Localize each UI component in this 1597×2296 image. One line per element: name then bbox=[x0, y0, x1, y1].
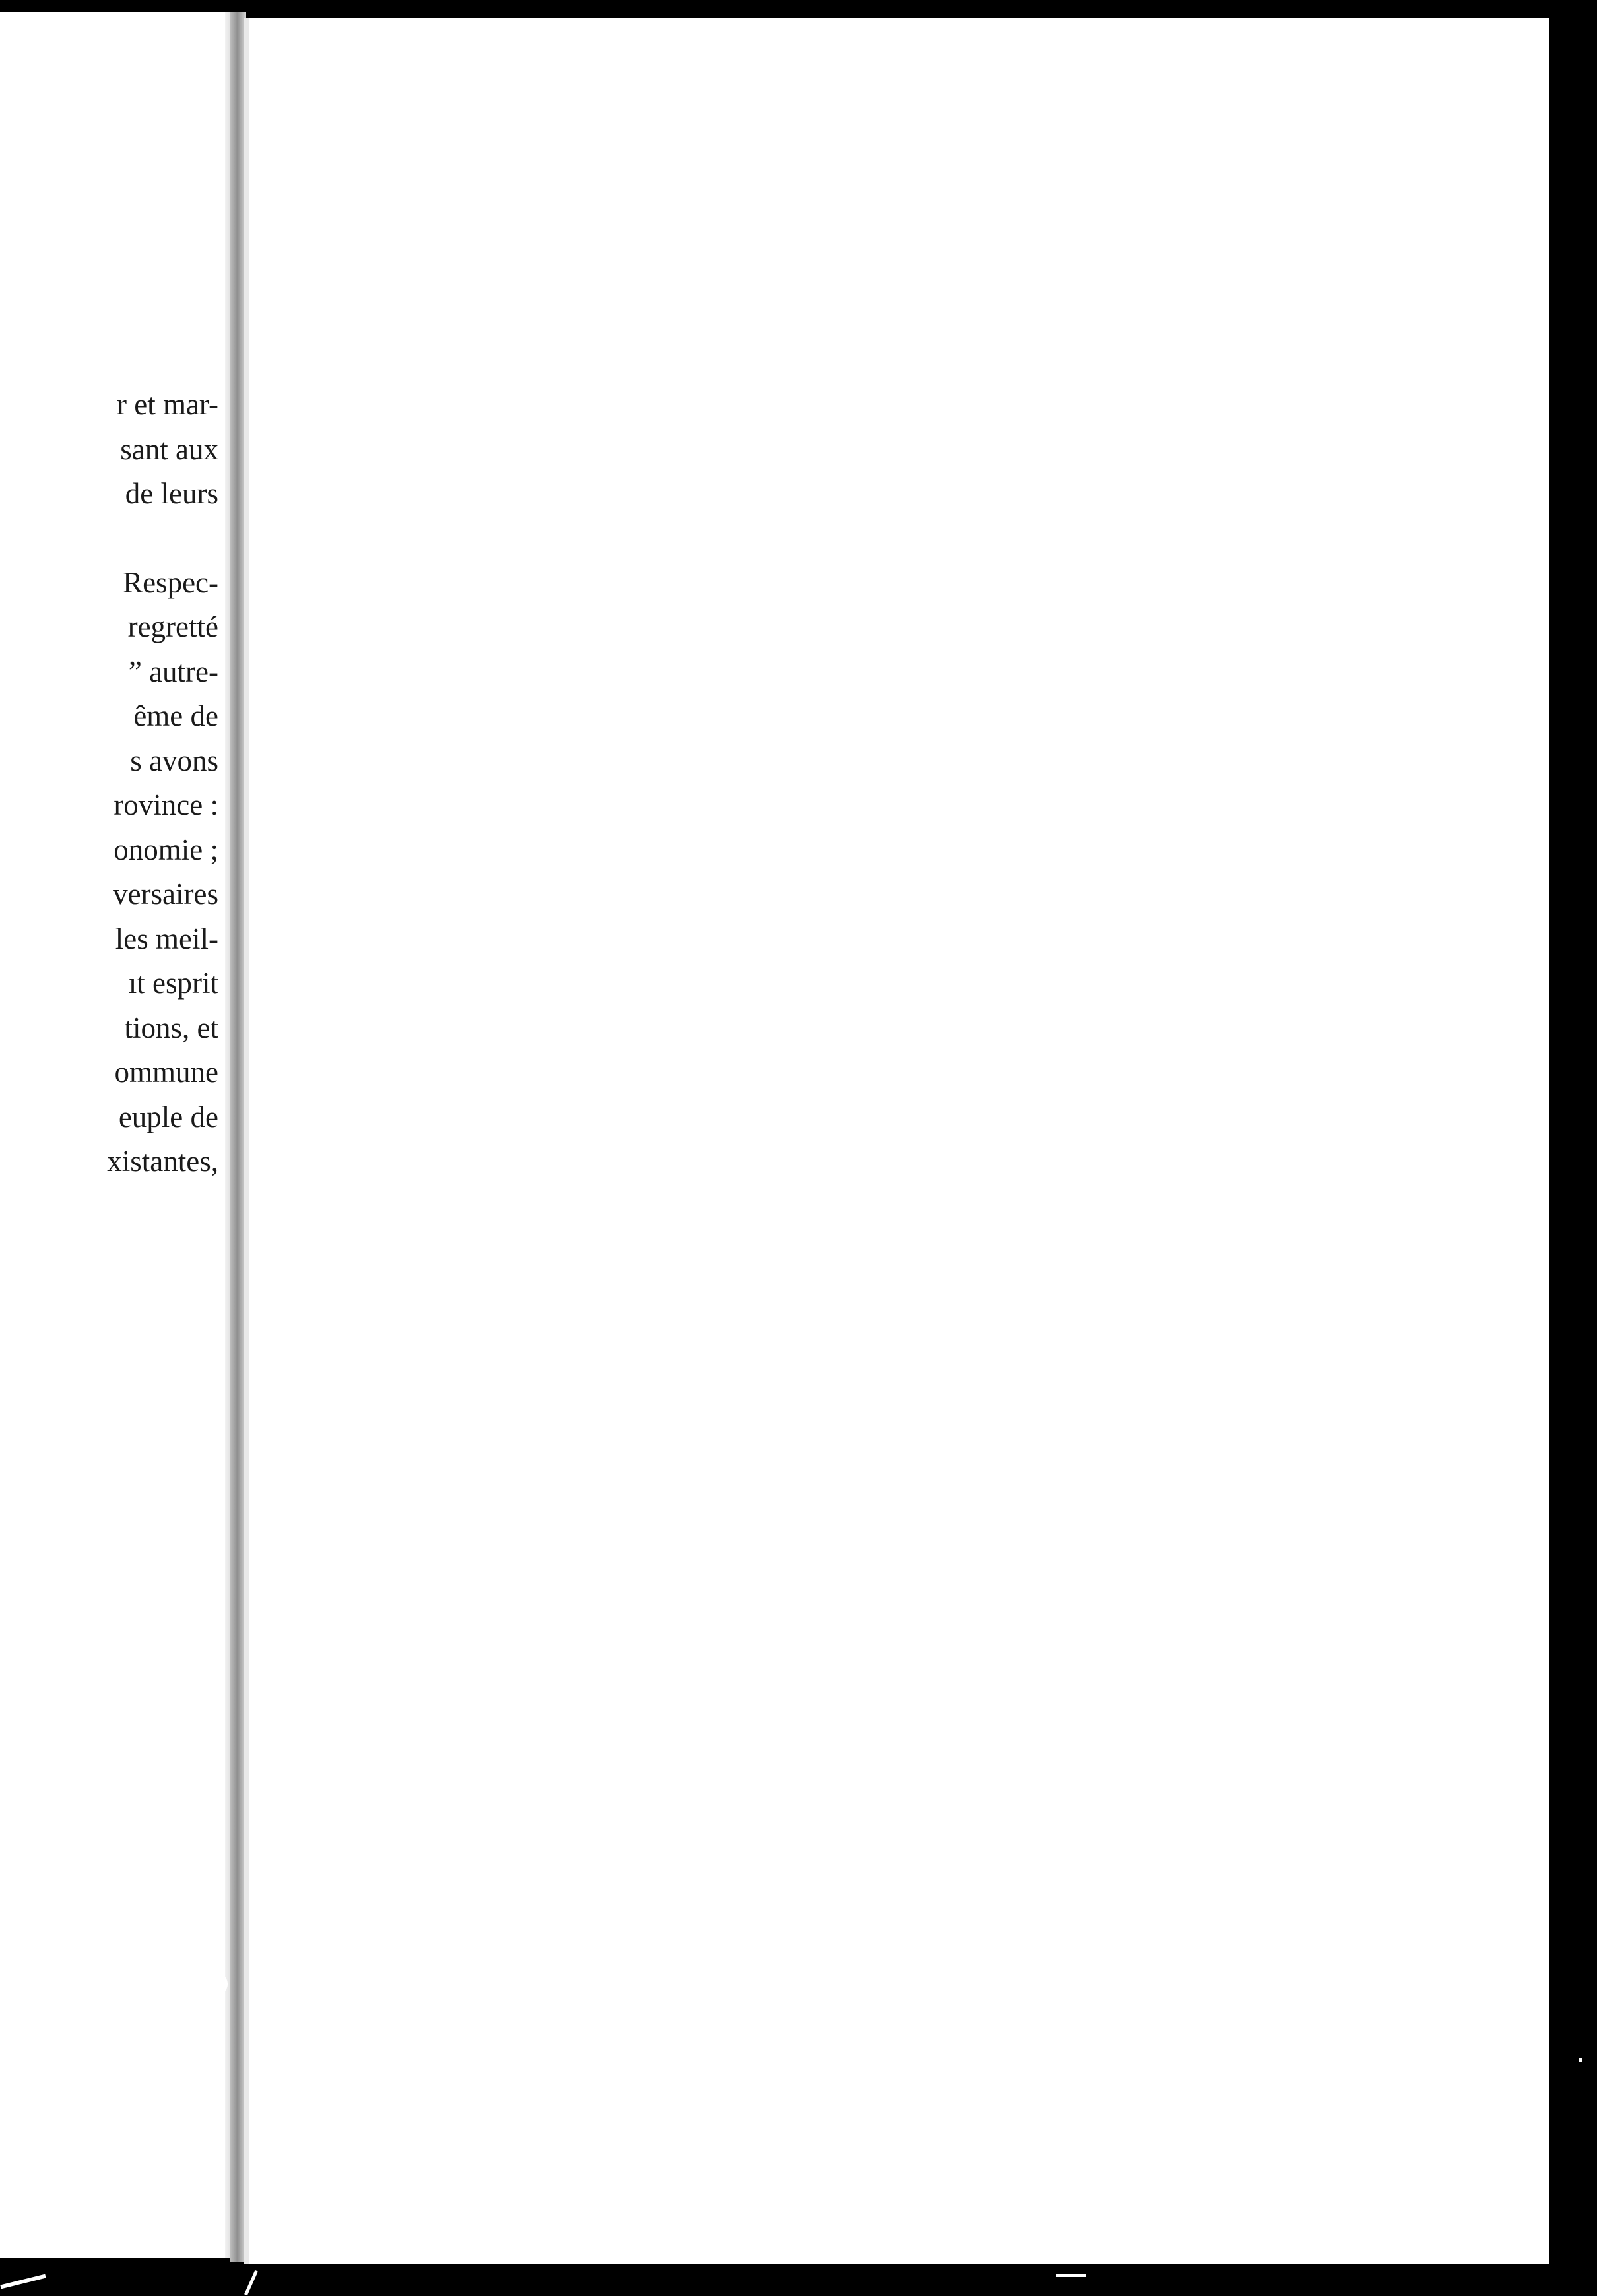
text-line: s avons bbox=[130, 744, 218, 777]
text-line: ême de bbox=[133, 699, 218, 732]
text-line: ıt esprit bbox=[128, 967, 218, 1000]
text-line: regretté bbox=[127, 610, 218, 643]
scan-artifact bbox=[168, 1973, 228, 1995]
right-page-blank bbox=[244, 18, 1549, 2264]
text-line: versaires bbox=[113, 877, 218, 910]
text-line: ommune bbox=[114, 1056, 218, 1089]
text-line: r et mar- bbox=[116, 388, 218, 421]
text-line: rovince : bbox=[114, 788, 218, 821]
text-line: euple de bbox=[118, 1100, 218, 1133]
scan-artifact bbox=[0, 2274, 46, 2289]
text-line: xistantes, bbox=[107, 1145, 218, 1178]
text-line: Respec- bbox=[123, 565, 218, 599]
text-line: sant aux bbox=[120, 432, 218, 466]
left-page bbox=[0, 12, 234, 2258]
text-line: de leurs bbox=[125, 477, 218, 510]
left-page-text-column bbox=[107, 383, 218, 1184]
text-line: les meil- bbox=[115, 922, 218, 955]
scan-artifact bbox=[244, 2270, 258, 2296]
text-line: tions, et bbox=[124, 1011, 218, 1044]
text-line: ” autre- bbox=[128, 654, 218, 688]
scan-artifact bbox=[1579, 2058, 1582, 2062]
text-line: onomie ; bbox=[114, 833, 218, 866]
scan-artifact bbox=[1056, 2274, 1086, 2277]
